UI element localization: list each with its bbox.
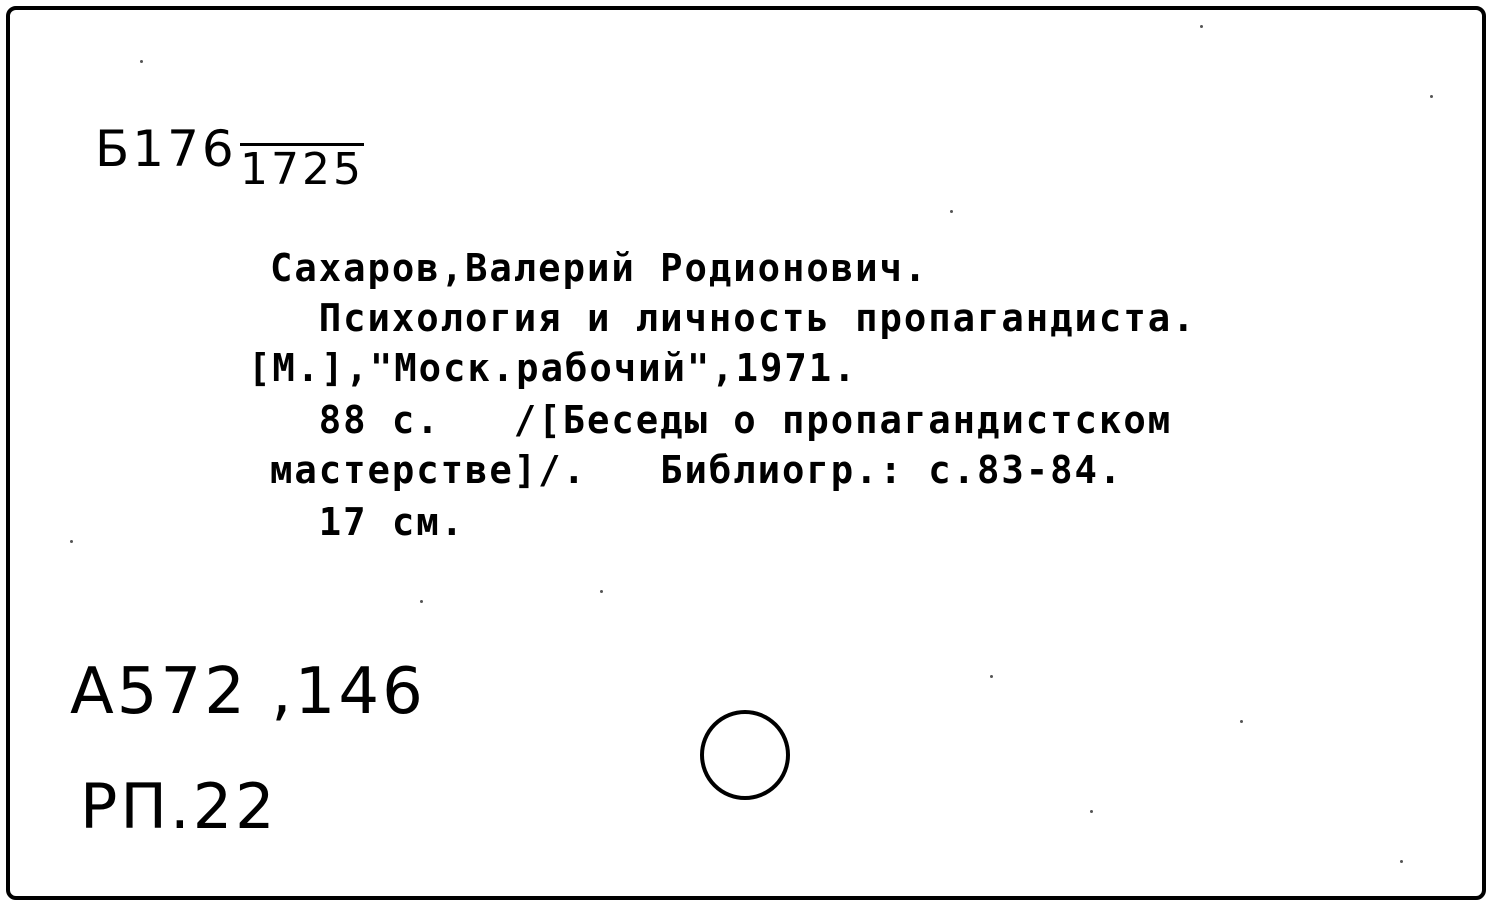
shelfmark-bottom-2: РП.22 [80, 770, 278, 843]
entry-pages-series: 88 с. /[Беседы о пропагандистском [270, 398, 1173, 442]
circle-stamp [700, 710, 790, 800]
speck [600, 590, 603, 593]
speck [1200, 25, 1203, 28]
speck [420, 600, 423, 603]
speck [1400, 860, 1403, 863]
speck [1430, 95, 1433, 98]
shelfmark-top: Б176 [95, 120, 237, 178]
speck [140, 60, 143, 63]
entry-author: Сахаров,Валерий Родионович. [270, 246, 929, 290]
entry-publication: [М.],"Моск.рабочий",1971. [248, 346, 858, 390]
entry-size: 17 см. [270, 500, 466, 544]
speck [950, 210, 953, 213]
entry-series-bibliography: мастерстве]/. Библиогр.: с.83-84. [270, 448, 1124, 492]
speck [70, 540, 73, 543]
shelfmark-top-number: 1725 [240, 144, 364, 195]
speck [1240, 720, 1243, 723]
entry-title: Психология и личность пропагандиста. [270, 296, 1197, 340]
shelfmark-bottom-1: А572 ,146 [70, 655, 426, 729]
speck [1090, 810, 1093, 813]
speck [990, 675, 993, 678]
